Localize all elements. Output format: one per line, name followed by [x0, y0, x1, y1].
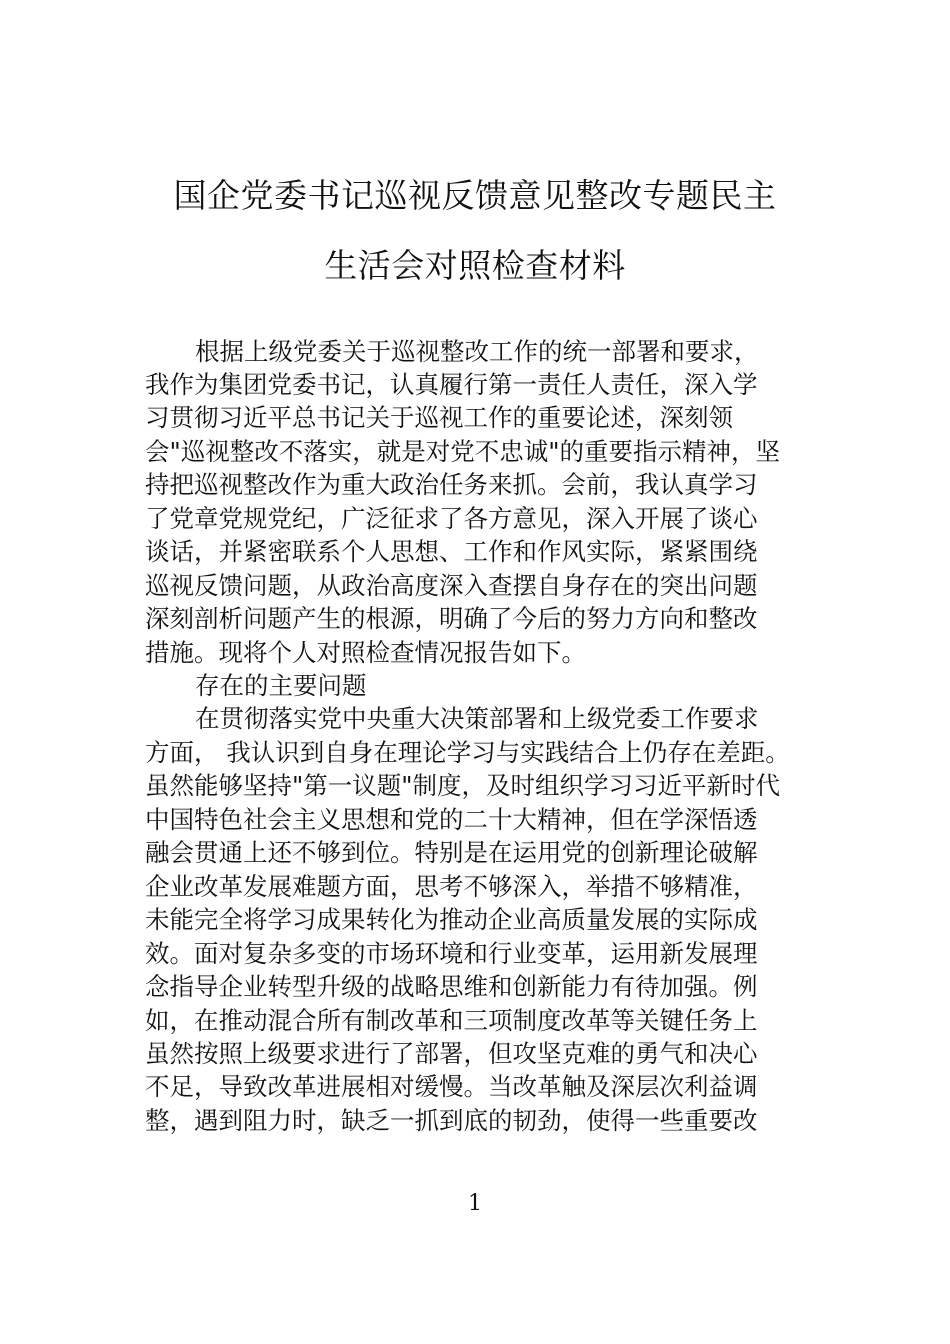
body-line: 融会贯通上还不够到位。特别是在运用党的创新理论破解	[145, 838, 758, 867]
body-line: 我作为集团党委书记，认真履行第一责任人责任，深入学	[145, 370, 758, 399]
page-number: 1	[468, 1191, 482, 1216]
body-line: 整，遇到阻力时，缺乏一抓到底的韧劲，使得一些重要改	[145, 1106, 758, 1135]
body-line: 巡视反馈问题，从政治高度深入查摆自身存在的突出问题	[145, 571, 758, 600]
body-line: 未能完全将学习成果转化为推动企业高质量发展的实际成	[145, 905, 758, 934]
document-title-line-1: 国企党委书记巡视反馈意见整改专题民主	[173, 176, 777, 215]
body-line: 会"巡视整改不落实，就是对党不忠诚"的重要指示精神，坚	[145, 437, 781, 466]
body-line: 念指导企业转型升级的战略思维和创新能力有待加强。例	[145, 972, 758, 1001]
body-line: 措施。现将个人对照检查情况报告如下。	[145, 638, 586, 667]
body-line: 了党章党规党纪，广泛征求了各方意见，深入开展了谈心	[145, 504, 758, 533]
body-line: 效。面对复杂多变的市场环境和行业变革，运用新发展理	[145, 939, 758, 968]
body-line: 深刻剖析问题产生的根源，明确了今后的努力方向和整改	[145, 604, 758, 633]
body-line: 持把巡视整改作为重大政治任务来抓。会前，我认真学习	[145, 470, 758, 499]
body-line: 虽然按照上级要求进行了部署，但攻坚克难的勇气和决心	[145, 1039, 758, 1068]
body-line: 如，在推动混合所有制改革和三项制度改革等关键任务上	[145, 1006, 758, 1035]
body-line: 企业改革发展难题方面，思考不够深入，举措不够精准，	[145, 872, 758, 901]
body-line: 根据上级党委关于巡视整改工作的统一部署和要求，	[195, 337, 759, 366]
body-line: 在贯彻落实党中央重大决策部署和上级党委工作要求	[195, 704, 759, 733]
document-title-line-2: 生活会对照检查材料	[324, 246, 626, 285]
section-heading: 存在的主要问题	[195, 671, 367, 700]
body-line: 不足，导致改革进展相对缓慢。当改革触及深层次利益调	[145, 1072, 758, 1101]
body-line: 习贯彻习近平总书记关于巡视工作的重要论述，深刻领	[145, 403, 733, 432]
body-line: 谈话，并紧密联系个人思想、工作和作风实际，紧紧围绕	[145, 537, 758, 566]
body-line: 中国特色社会主义思想和党的二十大精神，但在学深悟透	[145, 805, 758, 834]
body-line: 方面， 我认识到自身在理论学习与实践结合上仍存在差距。	[145, 738, 790, 767]
body-line: 虽然能够坚持"第一议题"制度，及时组织学习习近平新时代	[145, 771, 781, 800]
